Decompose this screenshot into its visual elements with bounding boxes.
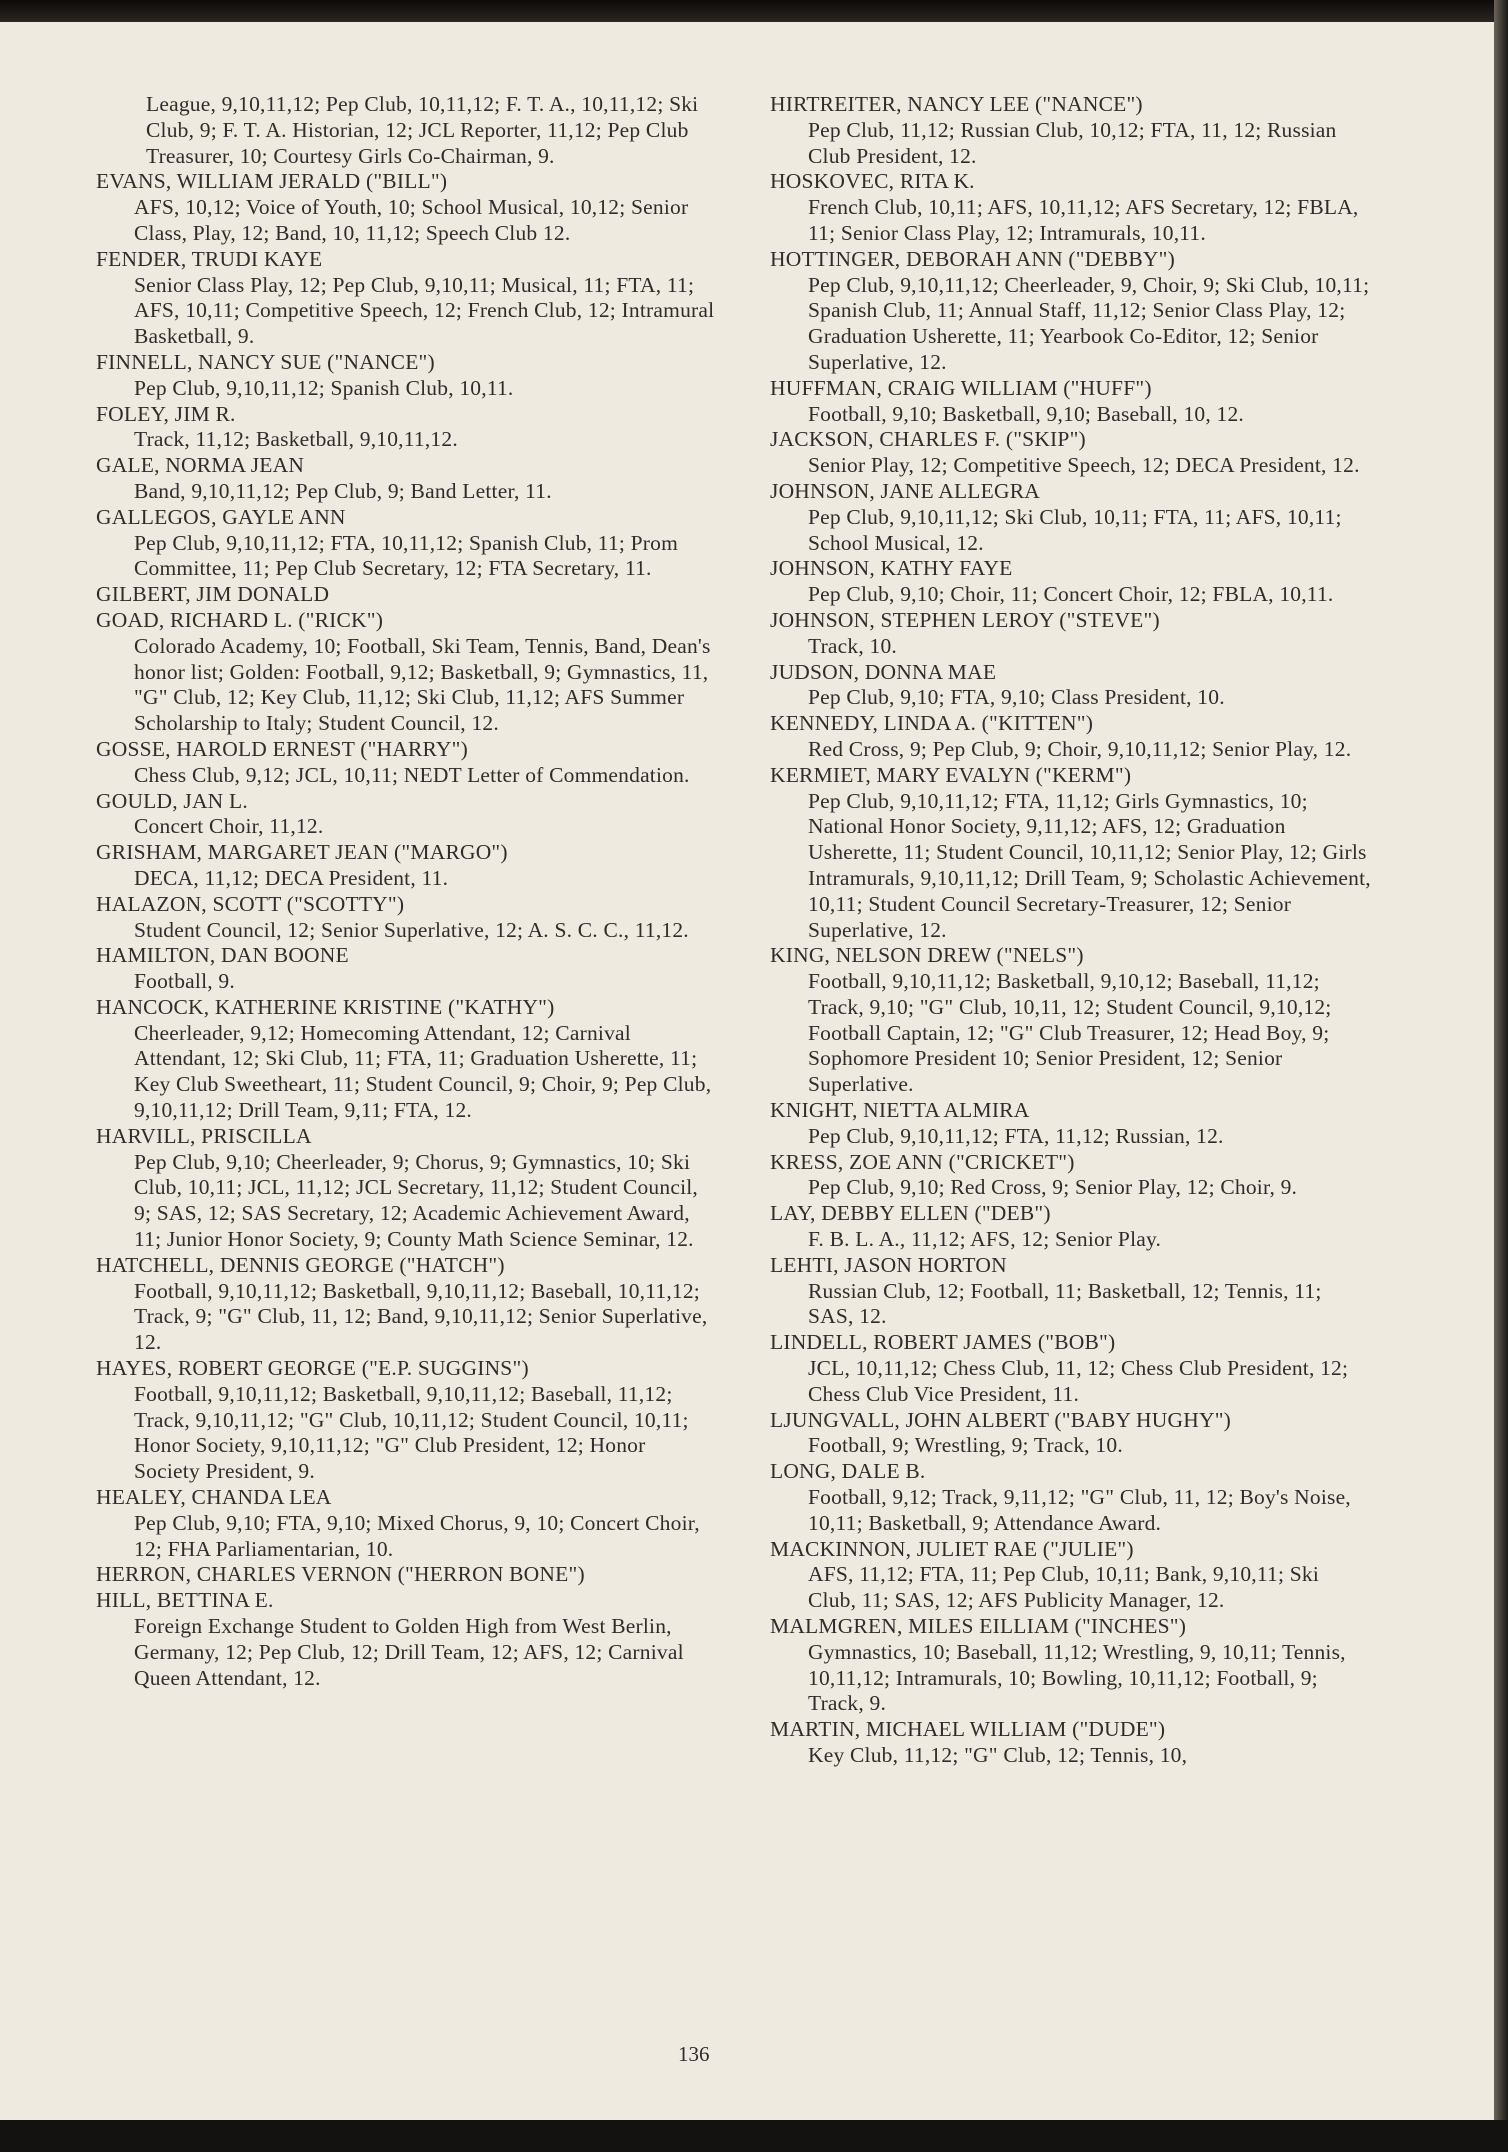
senior-activities: Red Cross, 9; Pep Club, 9; Choir, 9,10,11,12; Senior Play, 12.	[808, 736, 1352, 761]
senior-activities: Pep Club, 9,10; FTA, 9,10; Class President, 10.	[808, 685, 1225, 710]
senior-activities: Pep Club, 9,10,11,12; Cheerleader, 9, Choir, 9; Ski Club, 10,11; Spanish Club, 11; Annual Staff, 11,12; Senior Class Play, 12; Graduation Usherette, 11; Yearbook Co-Editor, 12; Senior Superlative, 12.	[808, 272, 1370, 374]
senior-entry	[770, 479, 1372, 556]
senior-name: KERMIET, MARY EVALYN ("KERM")	[770, 762, 1132, 787]
senior-name: FENDER, TRUDI KAYE	[96, 246, 323, 271]
senior-activities: Football, 9,10,11,12; Basketball, 9,10,12; Baseball, 11,12; Track, 9,10; "G" Club, 10,11, 12; Student Council, 9,10,12; Football Captain, 12; "G" Club Treasurer, 12; Head Boy, 9; Sophomore President 10; Senior President, 12; Senior Superlative.	[808, 969, 1332, 1097]
right-column	[770, 92, 1372, 1769]
senior-entry	[770, 1201, 1372, 1253]
scan-right-edge	[1494, 0, 1508, 2152]
senior-name: HAYES, ROBERT GEORGE ("E.P. SUGGINS")	[96, 1356, 529, 1381]
senior-activities: Pep Club, 9,10,11,12; FTA, 11,12; Russian, 12.	[808, 1123, 1224, 1148]
senior-name: LJUNGVALL, JOHN ALBERT ("BABY HUGHY")	[770, 1407, 1232, 1432]
senior-activities: Student Council, 12; Senior Superlative, 12; A. S. C. C., 11,12.	[134, 917, 689, 942]
senior-name: GOULD, JAN L.	[96, 788, 248, 813]
senior-name: HAMILTON, DAN BOONE	[96, 943, 349, 968]
senior-name: HATCHELL, DENNIS GEORGE ("HATCH")	[96, 1252, 505, 1277]
senior-entry	[770, 1537, 1372, 1614]
senior-activities: Pep Club, 9,10; Red Cross, 9; Senior Play, 12; Choir, 9.	[808, 1175, 1298, 1200]
senior-name: LAY, DEBBY ELLEN ("DEB")	[770, 1201, 1051, 1226]
senior-entry	[770, 169, 1372, 246]
senior-entry	[770, 556, 1372, 608]
senior-entry	[96, 247, 716, 350]
senior-entry	[96, 582, 716, 608]
senior-entry	[96, 1253, 716, 1356]
senior-activities: French Club, 10,11; AFS, 10,11,12; AFS Secretary, 12; FBLA, 11; Senior Class Play, 12; Intramurals, 10,11.	[808, 195, 1359, 245]
senior-entry	[770, 1253, 1372, 1330]
senior-activities: Cheerleader, 9,12; Homecoming Attendant, 12; Carnival Attendant, 12; Ski Club, 11; FTA, 11; Graduation Usherette, 11; Key Club Sweetheart, 11; Student Council, 9; Choir, 9; Pep Club, 9,10,11,12; Drill Team, 9,11; FTA, 12.	[134, 1020, 712, 1123]
senior-activities: Chess Club, 9,12; JCL, 10,11; NEDT Letter of Commendation.	[134, 762, 690, 787]
senior-activities: Football, 9; Wrestling, 9; Track, 10.	[808, 1433, 1123, 1458]
scan-top-edge	[0, 0, 1508, 22]
senior-name: GALE, NORMA JEAN	[96, 453, 305, 478]
senior-activities: Colorado Academy, 10; Football, Ski Team, Tennis, Band, Dean's honor list; Golden: Football, 9,12; Basketball, 9; Gymnastics, 11, "G" Club, 12; Key Club, 11,12; Ski Club, 11,12; AFS Summer Scholarship to Italy; Student Council, 12.	[134, 633, 711, 736]
senior-name: HEALEY, CHANDA LEA	[96, 1485, 332, 1510]
senior-activities: Football, 9,10,11,12; Basketball, 9,10,11,12; Baseball, 10,11,12; Track, 9; "G" Club, 11, 12; Band, 9,10,11,12; Senior Superlative, 12.	[134, 1278, 708, 1355]
senior-entry	[96, 402, 716, 454]
senior-activities: Pep Club, 9,10,11,12; FTA, 10,11,12; Spanish Club, 11; Prom Committee, 11; Pep Club Secretary, 12; FTA Secretary, 11.	[134, 530, 679, 581]
senior-name: HANCOCK, KATHERINE KRISTINE ("KATHY")	[96, 994, 555, 1019]
senior-activities: Football, 9.	[134, 969, 235, 994]
senior-activities: AFS, 10,12; Voice of Youth, 10; School Musical, 10,12; Senior Class, Play, 12; Band, 10, 11,12; Speech Club 12.	[134, 195, 689, 245]
senior-name: FOLEY, JIM R.	[96, 401, 236, 426]
senior-name: JACKSON, CHARLES F. ("SKIP")	[770, 427, 1086, 452]
senior-entry	[96, 1588, 716, 1691]
senior-entry	[770, 1408, 1372, 1460]
senior-entry	[96, 789, 716, 841]
senior-activities: Foreign Exchange Student to Golden High from West Berlin, Germany, 12; Pep Club, 12; Drill Team, 12; AFS, 12; Carnival Queen Attendant, 12.	[134, 1614, 684, 1690]
senior-entry	[96, 608, 716, 737]
senior-name: LONG, DALE B.	[770, 1459, 926, 1484]
senior-name: LINDELL, ROBERT JAMES ("BOB")	[770, 1330, 1116, 1355]
senior-entry	[96, 350, 716, 402]
senior-entry	[96, 892, 716, 944]
senior-entry	[770, 247, 1372, 376]
senior-entry	[96, 995, 716, 1124]
senior-activities: Pep Club, 9,10,11,12; Spanish Club, 10,11.	[134, 375, 514, 400]
senior-name: EVANS, WILLIAM JERALD ("BILL")	[96, 169, 448, 194]
senior-name: JOHNSON, STEPHEN LEROY ("STEVE")	[770, 607, 1160, 632]
senior-activities: Pep Club, 9,10; Choir, 11; Concert Choir, 12; FBLA, 10,11.	[808, 582, 1334, 607]
senior-entry	[770, 1614, 1372, 1717]
senior-entry	[96, 453, 716, 505]
senior-name: MARTIN, MICHAEL WILLIAM ("DUDE")	[770, 1717, 1166, 1742]
senior-name: HIRTREITER, NANCY LEE ("NANCE")	[770, 92, 1143, 116]
senior-activities: Band, 9,10,11,12; Pep Club, 9; Band Letter, 11.	[134, 478, 552, 503]
senior-name: MACKINNON, JULIET RAE ("JULIE")	[770, 1536, 1134, 1561]
senior-activities: Football, 9,10,11,12; Basketball, 9,10,11,12; Baseball, 11,12; Track, 9,10,11,12; "G" Club, 10,11,12; Student Council, 10,11; Honor Society, 9,10,11,12; "G" Club President, 12; Honor Society President, 9.	[134, 1381, 689, 1484]
senior-entry	[96, 169, 716, 246]
senior-name: MALMGREN, MILES EILLIAM ("INCHES")	[770, 1614, 1187, 1639]
senior-entry	[96, 1485, 716, 1562]
senior-activities: Russian Club, 12; Football, 11; Basketball, 12; Tennis, 11; SAS, 12.	[808, 1278, 1322, 1329]
senior-entry	[96, 505, 716, 582]
senior-name: GILBERT, JIM DONALD	[96, 582, 330, 607]
senior-activities: Pep Club, 9,10; Cheerleader, 9; Chorus, 9; Gymnastics, 10; Ski Club, 10,11; JCL, 11,12; JCL Secretary, 11,12; Student Council, 9; SAS, 12; SAS Secretary, 12; Academic Achievement Award, 11; Junior Honor Society, 9; County Math Science Seminar, 12.	[134, 1149, 698, 1252]
senior-activities: F. B. L. A., 11,12; AFS, 12; Senior Play.	[808, 1227, 1162, 1252]
senior-activities: Senior Play, 12; Competitive Speech, 12; DECA President, 12.	[808, 453, 1360, 478]
senior-name: HOTTINGER, DEBORAH ANN ("DEBBY")	[770, 246, 1175, 271]
senior-name: KNIGHT, NIETTA ALMIRA	[770, 1098, 1030, 1123]
senior-name: GOAD, RICHARD L. ("RICK")	[96, 607, 384, 632]
senior-activities: Gymnastics, 10; Baseball, 11,12; Wrestling, 9, 10,11; Tennis, 10,11,12; Intramurals, 10; Bowling, 10,11,12; Football, 9; Track, 9.	[808, 1639, 1346, 1716]
senior-entry	[770, 92, 1372, 169]
senior-entry	[770, 1459, 1372, 1536]
continuation-text: League, 9,10,11,12; Pep Club, 10,11,12; F. T. A., 10,11,12; Ski Club, 9; F. T. A. Historian, 12; JCL Reporter, 11,12; Pep Club Treasurer, 10; Courtesy Girls Co-Chairman, 9.	[146, 92, 699, 168]
senior-entry	[770, 660, 1372, 712]
senior-activities: Track, 10.	[808, 633, 897, 658]
left-column	[96, 92, 716, 1691]
senior-name: HERRON, CHARLES VERNON ("HERRON BONE")	[96, 1562, 585, 1587]
senior-entry	[770, 763, 1372, 944]
senior-activities: DECA, 11,12; DECA President, 11.	[134, 865, 449, 890]
senior-name: GRISHAM, MARGARET JEAN ("MARGO")	[96, 840, 508, 865]
senior-entry	[770, 1717, 1372, 1769]
senior-entry	[770, 608, 1372, 660]
senior-name: HARVILL, PRISCILLA	[96, 1123, 312, 1148]
senior-entry	[770, 711, 1372, 763]
senior-name: JOHNSON, KATHY FAYE	[770, 556, 1013, 581]
senior-activities: Pep Club, 9,10,11,12; Ski Club, 10,11; FTA, 11; AFS, 10,11; School Musical, 12.	[808, 504, 1342, 555]
senior-entry	[96, 943, 716, 995]
senior-entry	[96, 737, 716, 789]
senior-entry	[96, 1562, 716, 1588]
senior-entry	[770, 1098, 1372, 1150]
senior-name: JUDSON, DONNA MAE	[770, 659, 997, 684]
senior-entry	[770, 376, 1372, 428]
senior-activities: Pep Club, 9,10,11,12; FTA, 11,12; Girls Gymnastics, 10; National Honor Society, 9,11,12; AFS, 12; Graduation Usherette, 11; Student Council, 10,11,12; Senior Play, 12; Girls Intramurals, 9,10,11,12; Drill Team, 9; Scholastic Achievement, 10,11; Student Council Secretary-Treasurer, 12; Senior Superlative, 12.	[808, 788, 1371, 942]
senior-activities: JCL, 10,11,12; Chess Club, 11, 12; Chess Club President, 12; Chess Club Vice President, 11.	[808, 1356, 1349, 1406]
senior-entry	[96, 840, 716, 892]
senior-entry	[770, 1330, 1372, 1407]
senior-entry	[96, 1124, 716, 1253]
senior-activities: Concert Choir, 11,12.	[134, 814, 324, 839]
senior-name: JOHNSON, JANE ALLEGRA	[770, 478, 1040, 503]
senior-name: HOSKOVEC, RITA K.	[770, 169, 975, 194]
senior-activities: Pep Club, 11,12; Russian Club, 10,12; FTA, 11, 12; Russian Club President, 12.	[808, 117, 1337, 168]
senior-activities: Track, 11,12; Basketball, 9,10,11,12.	[134, 427, 458, 452]
senior-entry	[96, 1356, 716, 1485]
senior-activities: Football, 9,10; Basketball, 9,10; Baseball, 10, 12.	[808, 401, 1244, 426]
senior-entry	[770, 427, 1372, 479]
senior-name: GALLEGOS, GAYLE ANN	[96, 504, 346, 529]
senior-activities: Key Club, 11,12; "G" Club, 12; Tennis, 10,	[808, 1743, 1188, 1767]
senior-name: FINNELL, NANCY SUE ("NANCE")	[96, 349, 435, 374]
senior-activities: Pep Club, 9,10; FTA, 9,10; Mixed Chorus, 9, 10; Concert Choir, 12; FHA Parliamentarian, 10.	[134, 1510, 700, 1561]
senior-name: HILL, BETTINA E.	[96, 1588, 274, 1613]
senior-name: HALAZON, SCOTT ("SCOTTY")	[96, 891, 405, 916]
senior-name: HUFFMAN, CRAIG WILLIAM ("HUFF")	[770, 375, 1152, 400]
senior-name: LEHTI, JASON HORTON	[770, 1252, 1007, 1277]
scan-bottom-edge	[0, 2120, 1508, 2152]
yearbook-page	[0, 22, 1494, 2120]
senior-activities: Senior Class Play, 12; Pep Club, 9,10,11; Musical, 11; FTA, 11; AFS, 10,11; Competitive Speech, 12; French Club, 12; Intramural Basketball, 9.	[134, 272, 715, 349]
senior-name: KRESS, ZOE ANN ("CRICKET")	[770, 1149, 1075, 1174]
senior-name: KING, NELSON DREW ("NELS")	[770, 943, 1084, 968]
senior-name: GOSSE, HAROLD ERNEST ("HARRY")	[96, 736, 468, 761]
page-number: 136	[678, 2042, 710, 2066]
senior-entry	[770, 943, 1372, 1098]
senior-activities: Football, 9,12; Track, 9,11,12; "G" Club, 11, 12; Boy's Noise, 10,11; Basketball, 9; Attendance Award.	[808, 1485, 1351, 1535]
senior-activities: AFS, 11,12; FTA, 11; Pep Club, 10,11; Bank, 9,10,11; Ski Club, 11; SAS, 12; AFS Publicity Manager, 12.	[808, 1562, 1319, 1613]
senior-name: KENNEDY, LINDA A. ("KITTEN")	[770, 711, 1094, 736]
senior-entry	[770, 1150, 1372, 1202]
